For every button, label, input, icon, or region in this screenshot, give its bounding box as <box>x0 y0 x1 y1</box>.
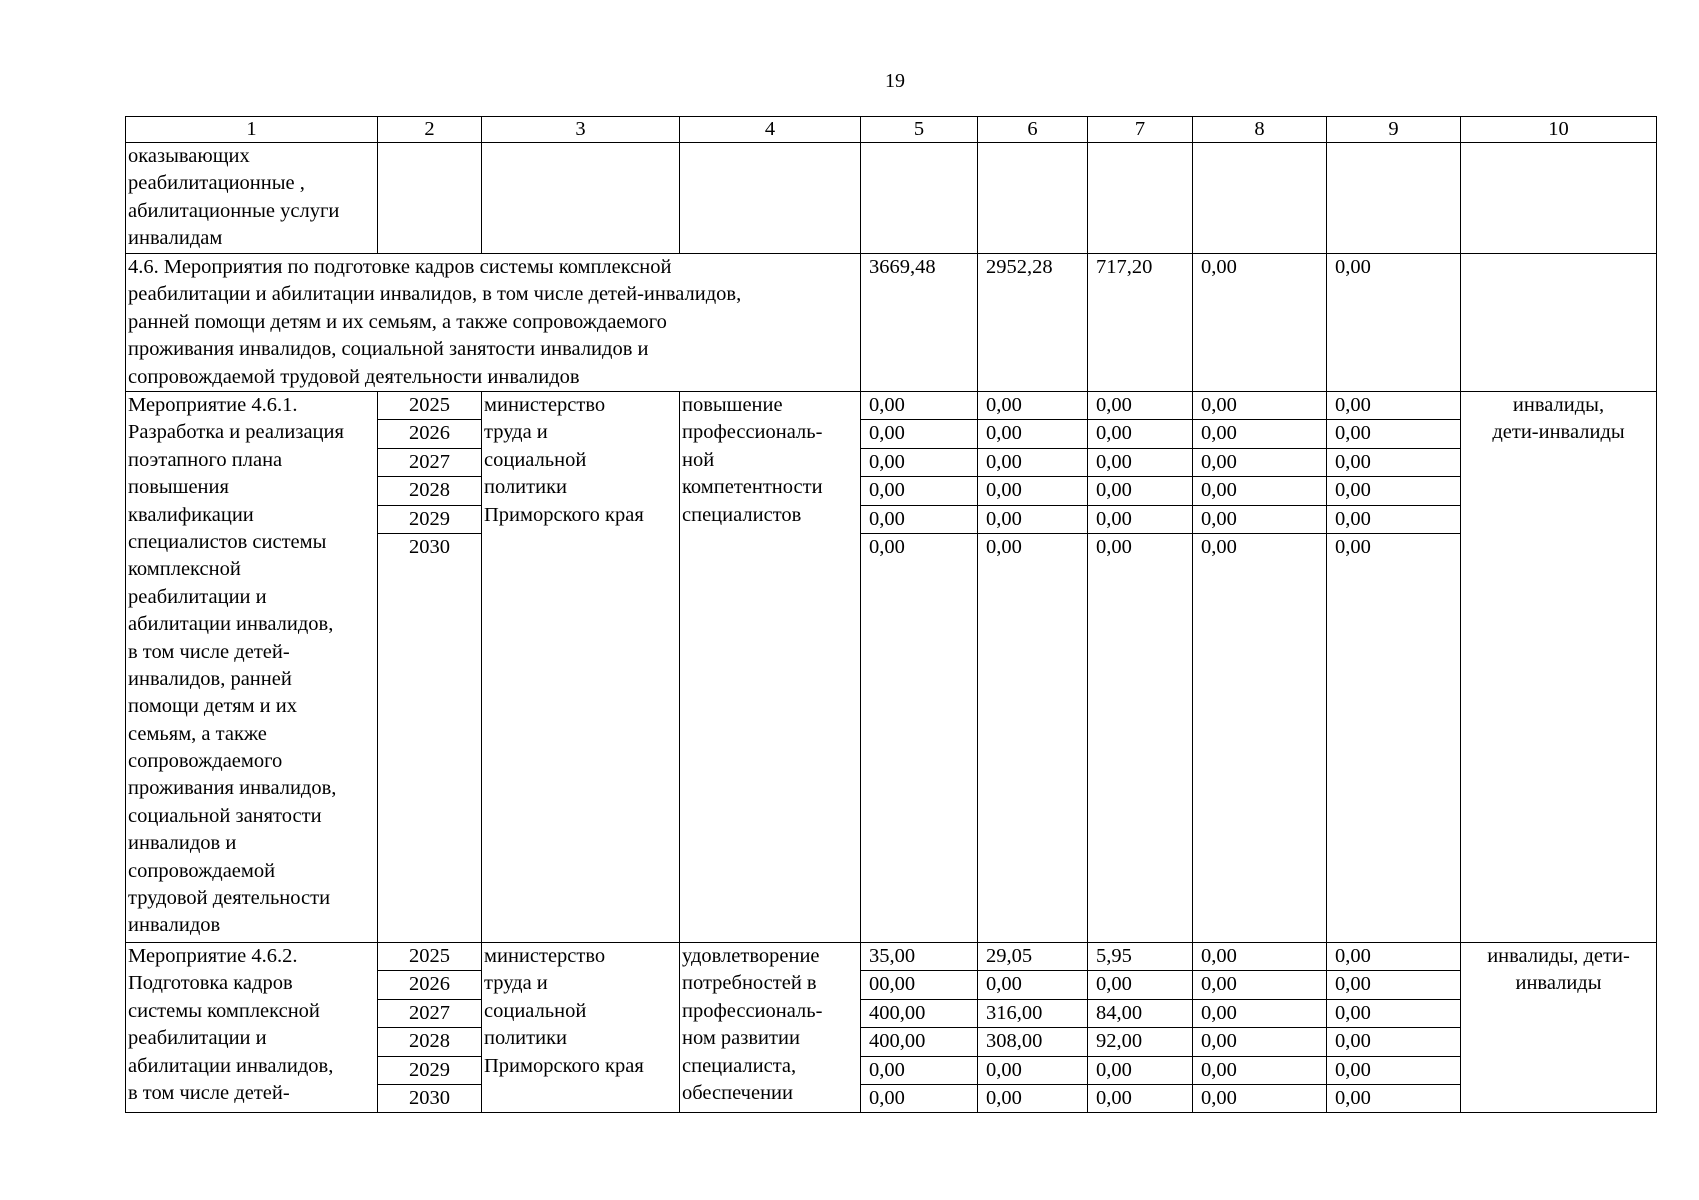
value-cell: 0,00 <box>1088 534 1193 943</box>
value-cell: 400,00 <box>861 1028 978 1056</box>
value-cell: 0,00 <box>1088 505 1193 533</box>
year-cell: 2025 <box>378 392 482 420</box>
beneficiaries: инвалиды, дети- инвалиды <box>1461 943 1657 1113</box>
year-cell: 2028 <box>378 1028 482 1056</box>
value-cell: 0,00 <box>1193 392 1327 420</box>
header-row <box>126 117 1657 143</box>
value-cell: 0,00 <box>861 505 978 533</box>
section-value: 717,20 <box>1088 254 1193 392</box>
col-header: 8 <box>1193 117 1327 143</box>
year-cell: 2030 <box>378 534 482 943</box>
empty-cell <box>378 143 482 254</box>
value-cell: 0,00 <box>1088 392 1193 420</box>
value-cell: 0,00 <box>1088 448 1193 476</box>
value-cell: 35,00 <box>861 943 978 971</box>
value-cell: 0,00 <box>1327 1028 1461 1056</box>
col-header: 9 <box>1327 117 1461 143</box>
year-cell: 2029 <box>378 505 482 533</box>
empty-cell <box>1193 143 1327 254</box>
value-cell: 0,00 <box>1088 1056 1193 1084</box>
empty-cell <box>680 143 861 254</box>
value-cell: 0,00 <box>1193 534 1327 943</box>
value-cell: 0,00 <box>1327 392 1461 420</box>
value-cell: 0,00 <box>978 448 1088 476</box>
value-cell: 0,00 <box>1327 1085 1461 1113</box>
empty-cell <box>482 143 680 254</box>
section-value: 0,00 <box>1327 254 1461 392</box>
expected-result: повышение профессиональ- ной компетентности специалистов <box>680 392 861 943</box>
col-header: 3 <box>482 117 680 143</box>
continuation-text: оказывающих реабилитационные , абилитационные услуги инвалидам <box>126 143 378 254</box>
section-title: 4.6. Мероприятия по подготовке кадров системы комплексной реабилитации и абилитации инвалидов, в том числе детей-инвалидов, ранней помощи детям и их семьям, а также сопровождаемого проживания инвалидов, социальной занятости инвалидов и сопровождаемой трудовой деятельности инвалидов <box>126 254 861 392</box>
value-cell: 29,05 <box>978 943 1088 971</box>
value-cell: 0,00 <box>1088 420 1193 448</box>
expected-result: удовлетворение потребностей в профессиональ- ном развитии специалиста, обеспечении <box>680 943 861 1113</box>
value-cell: 308,00 <box>978 1028 1088 1056</box>
value-cell: 0,00 <box>1327 420 1461 448</box>
value-cell: 0,00 <box>1327 971 1461 999</box>
col-header: 5 <box>861 117 978 143</box>
measure-name: Мероприятие 4.6.1. Разработка и реализация поэтапного плана повышения квалификации специалистов системы комплексной реабилитации и абилитации инвалидов, в том числе детей- инвалидов, ранней помощи детям и их семьям, а также сопровождаемого проживания инвалидов, социальной занятости инвалидов и сопровождаемой трудовой деятельности инвалидов <box>126 392 378 943</box>
value-cell: 5,95 <box>1088 943 1193 971</box>
value-cell: 316,00 <box>978 999 1088 1027</box>
value-cell: 0,00 <box>1193 1028 1327 1056</box>
value-cell: 0,00 <box>1088 1085 1193 1113</box>
value-cell: 0,00 <box>1327 999 1461 1027</box>
value-cell: 92,00 <box>1088 1028 1193 1056</box>
beneficiaries: инвалиды, дети-инвалиды <box>1461 392 1657 943</box>
value-cell: 0,00 <box>861 448 978 476</box>
value-cell: 0,00 <box>1088 477 1193 505</box>
col-header: 4 <box>680 117 861 143</box>
value-cell: 0,00 <box>861 1056 978 1084</box>
table-row <box>126 943 1657 971</box>
value-cell: 0,00 <box>1193 943 1327 971</box>
section-value: 0,00 <box>1193 254 1327 392</box>
value-cell: 0,00 <box>1193 477 1327 505</box>
col-header: 10 <box>1461 117 1657 143</box>
value-cell: 0,00 <box>1088 971 1193 999</box>
value-cell: 0,00 <box>1327 534 1461 943</box>
value-cell: 0,00 <box>1327 505 1461 533</box>
year-cell: 2026 <box>378 971 482 999</box>
value-cell: 0,00 <box>978 420 1088 448</box>
value-cell: 0,00 <box>1327 1056 1461 1084</box>
value-cell: 0,00 <box>1193 505 1327 533</box>
empty-cell <box>1461 143 1657 254</box>
value-cell: 0,00 <box>978 534 1088 943</box>
col-header: 2 <box>378 117 482 143</box>
value-cell: 0,00 <box>978 477 1088 505</box>
value-cell: 0,00 <box>1193 420 1327 448</box>
measure-name: Мероприятие 4.6.2. Подготовка кадров системы комплексной реабилитации и абилитации инвалидов, в том числе детей- <box>126 943 378 1113</box>
empty-cell <box>1327 143 1461 254</box>
empty-cell <box>978 143 1088 254</box>
year-cell: 2027 <box>378 448 482 476</box>
value-cell: 0,00 <box>1193 999 1327 1027</box>
empty-cell <box>1461 254 1657 392</box>
value-cell: 0,00 <box>1327 943 1461 971</box>
value-cell: 0,00 <box>978 392 1088 420</box>
value-cell: 0,00 <box>861 1085 978 1113</box>
year-cell: 2025 <box>378 943 482 971</box>
program-table <box>125 116 1657 1113</box>
value-cell: 0,00 <box>1193 1085 1327 1113</box>
value-cell: 0,00 <box>861 420 978 448</box>
continuation-row <box>126 143 1657 254</box>
value-cell: 0,00 <box>1193 1056 1327 1084</box>
value-cell: 0,00 <box>978 971 1088 999</box>
value-cell: 0,00 <box>978 505 1088 533</box>
value-cell: 0,00 <box>978 1085 1088 1113</box>
col-header: 1 <box>126 117 378 143</box>
year-cell: 2030 <box>378 1085 482 1113</box>
value-cell: 0,00 <box>861 392 978 420</box>
empty-cell <box>1088 143 1193 254</box>
value-cell: 0,00 <box>861 534 978 943</box>
executor: министерство труда и социальной политики Приморского края <box>482 943 680 1113</box>
executor: министерство труда и социальной политики Приморского края <box>482 392 680 943</box>
col-header: 7 <box>1088 117 1193 143</box>
section-row <box>126 254 1657 392</box>
year-cell: 2029 <box>378 1056 482 1084</box>
empty-cell <box>861 143 978 254</box>
year-cell: 2028 <box>378 477 482 505</box>
page-number: 19 <box>885 70 905 92</box>
value-cell: 0,00 <box>1193 448 1327 476</box>
value-cell: 0,00 <box>1327 448 1461 476</box>
table-row <box>126 392 1657 420</box>
value-cell: 400,00 <box>861 999 978 1027</box>
value-cell: 0,00 <box>1193 971 1327 999</box>
value-cell: 0,00 <box>978 1056 1088 1084</box>
section-value: 2952,28 <box>978 254 1088 392</box>
section-total: 3669,48 <box>861 254 978 392</box>
year-cell: 2027 <box>378 999 482 1027</box>
col-header: 6 <box>978 117 1088 143</box>
value-cell: 00,00 <box>861 971 978 999</box>
value-cell: 84,00 <box>1088 999 1193 1027</box>
value-cell: 0,00 <box>861 477 978 505</box>
year-cell: 2026 <box>378 420 482 448</box>
value-cell: 0,00 <box>1327 477 1461 505</box>
